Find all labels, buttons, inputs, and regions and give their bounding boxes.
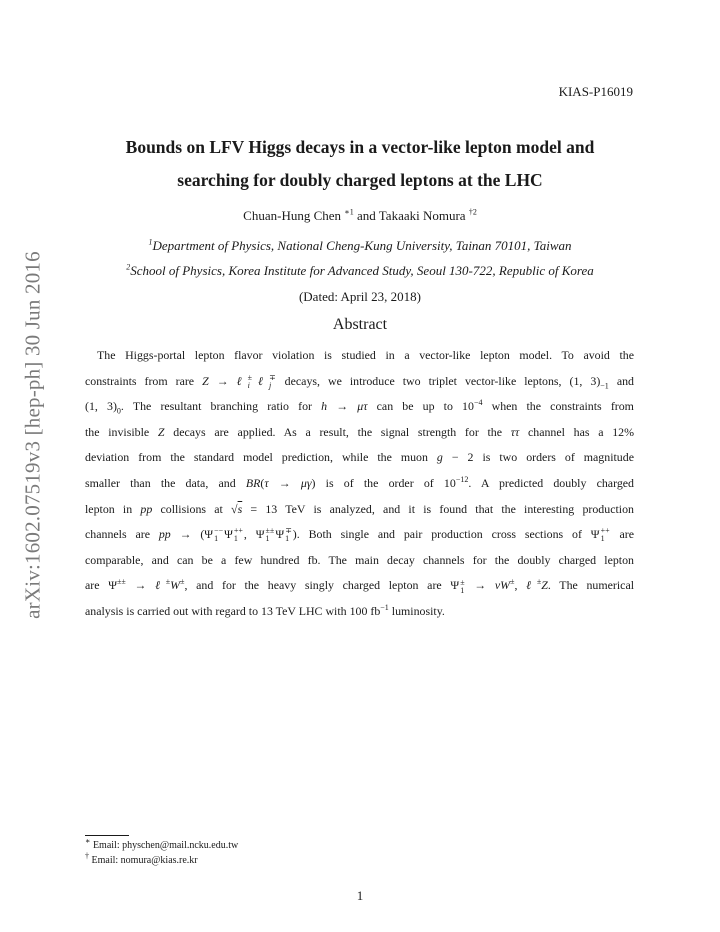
- abstract-body: [85, 343, 634, 625]
- abstract-line: comparable, and can be a few hundred fb. The main decay channels for the doubly charged lepton: [85, 552, 634, 567]
- math-subsup: ∓ 1: [285, 526, 292, 544]
- abstract-line: smaller than the data, and BR(τ → μγ) is of the order of $10^{-12}$. A predicted doubly charged: [85, 475, 634, 490]
- text-run: the invisible: [85, 424, 150, 439]
- footnote-rule: [85, 835, 129, 836]
- author-1-marks: ∗1: [344, 207, 354, 217]
- math-subsup: ++ 1: [600, 526, 610, 544]
- text-run: is two orders of magnitude: [482, 450, 634, 465]
- title-line-1: Bounds on LFV Higgs decays in a vector-like lepton model and: [125, 137, 595, 157]
- math-subsup: −− 1: [214, 526, 224, 544]
- date-line: (Dated: April 23, 2018): [298, 289, 422, 304]
- math-subsup: ++ 1: [233, 526, 243, 544]
- footnote-1: [85, 836, 239, 851]
- text-run: analysis is carried out with regard to 13 TeV LHC with 100 fb: [85, 603, 381, 618]
- text-run: constraints from rare: [85, 373, 195, 388]
- text-run: luminosity.: [391, 603, 445, 618]
- footnote-2-text: Email: nomura@kias.re.kr: [91, 855, 198, 866]
- text-run: lepton in: [85, 501, 133, 516]
- abstract-line: constraints from rare Z → ℓ ± i ℓ ∓ j decays, we introduce two triplet vector-like leptons, (1, $3)_{-1}$ and: [85, 372, 634, 390]
- text-run: channel has a 12%: [527, 424, 634, 439]
- math-sub: −1: [600, 380, 609, 390]
- abstract-line: [85, 599, 634, 625]
- abstract-line: lepton in pp collisions at √s = 13 TeV is analyzed, and it is found that the interesting production: [85, 501, 634, 516]
- math-subsup: ±± 1: [265, 526, 275, 544]
- text-run: deviation from the standard model prediction, while the muon: [85, 450, 428, 465]
- math-subsup: ± 1: [460, 577, 465, 595]
- text-run: , and for the heavy singly charged lepton are: [184, 578, 442, 593]
- text-run: decays, we introduce two triplet vector-like leptons, (1, 3): [284, 373, 601, 388]
- abstract-heading: Abstract: [332, 316, 388, 333]
- text-run: = 13 TeV is analyzed, and it is found that the interesting production: [250, 501, 634, 516]
- affiliation-1-text: Department of Physics, National Cheng-Kung University, Tainan 70101, Taiwan: [152, 238, 572, 253]
- author-list: [0, 208, 720, 224]
- abstract-line: channels are pp → (Ψ −− 1 Ψ ++ 1 , Ψ ±± 1 Ψ ∓ 1 ). Both single and pair production cross sections of Ψ ++ 1 are: [85, 526, 634, 544]
- footnote-1-text: Email: physchen@mail.ncku.edu.tw: [92, 840, 239, 851]
- affiliation-2-text: School of Physics, Korea Institute for Advanced Study, Seoul 130-722, Republic of Korea: [130, 263, 594, 278]
- footnote-2: [85, 851, 198, 866]
- author-2-marks: †2: [468, 207, 477, 217]
- math-sup: −12: [455, 475, 469, 484]
- author-1: Chuan-Hung Chen: [243, 208, 342, 223]
- text-run: . Both single and pair production cross sections of: [296, 527, 582, 542]
- footnote-2-mark: †: [85, 851, 89, 861]
- math-subsup: ± i: [247, 372, 252, 390]
- abstract-line: (1, $3)_0$. The resultant branching ratio for h → μτ can be up to $10^{-4}$ when the constraints from: [85, 398, 634, 416]
- paper-title: [80, 131, 640, 197]
- affiliation-2-mark: 2: [126, 262, 131, 272]
- report-number: KIAS-P16019: [558, 84, 633, 99]
- abstract-line: the invisible Z decays are applied. As a result, the signal strength for the ττ channel has a 12%: [85, 424, 634, 439]
- math-sub: 0: [116, 406, 121, 416]
- arxiv-identifier: arXiv:1602.07519v3 [hep-ph] 30 Jun 2016: [20, 251, 45, 619]
- text-run: are: [85, 578, 100, 593]
- text-run: smaller than the data, and: [85, 475, 236, 490]
- text-run: is of the order of 10: [325, 475, 456, 490]
- text-run: . The resultant branching ratio for: [120, 399, 312, 414]
- abstract-line: deviation from the standard model prediction, while the muon g − 2 is two orders of magnitude: [85, 450, 634, 465]
- abstract-line: The Higgs-portal lepton flavor violation is studied in a vector-like lepton model. To avoid the: [97, 348, 634, 362]
- text-run: collisions at: [160, 501, 223, 516]
- text-run: can be up to 10: [376, 399, 474, 414]
- page-number: 1: [356, 888, 364, 903]
- affiliation-1: [0, 238, 720, 254]
- author-2: Takaaki Nomura: [378, 208, 466, 223]
- text-run: (1, 3): [85, 399, 117, 414]
- math-subsup: ∓ j: [268, 372, 276, 390]
- text-run: when the constraints from: [491, 399, 634, 414]
- text-run: . The numerical: [547, 578, 635, 593]
- text-run: are: [619, 527, 634, 542]
- affiliation-2: [0, 263, 720, 279]
- math-sup: −4: [473, 398, 483, 408]
- title-line-2: searching for doubly charged leptons at the LHC: [177, 170, 543, 190]
- text-run: and: [616, 373, 634, 388]
- affiliation-1-mark: 1: [148, 237, 153, 247]
- abstract-line: are Ψ±± → ℓ±W±, and for the heavy singly charged lepton are Ψ ± 1 → νW±, ℓ±Z. The numerical: [85, 577, 635, 595]
- text-run: channels are: [85, 527, 150, 542]
- author-conjunction: and: [356, 208, 376, 223]
- footnote-1-mark: ∗: [85, 836, 91, 846]
- text-run: . A predicted doubly charged: [468, 475, 634, 490]
- text-run: decays are applied. As a result, the signal strength for the: [173, 424, 503, 439]
- math-sup: −1: [380, 602, 389, 612]
